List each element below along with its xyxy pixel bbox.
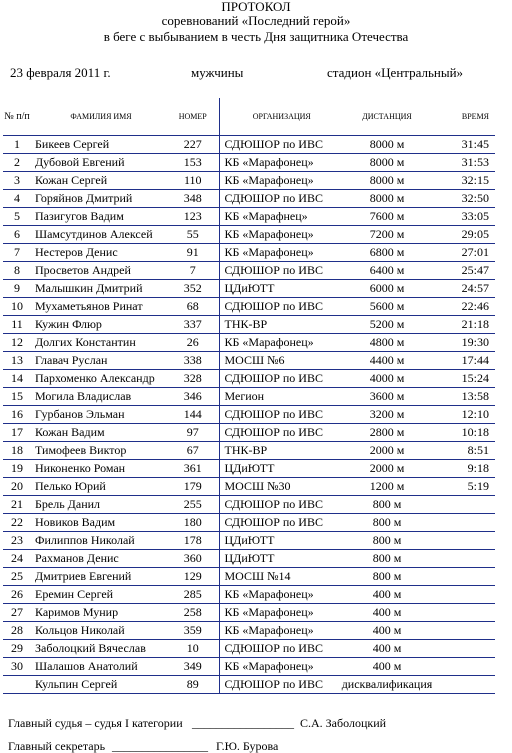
cell-bib: 285	[167, 586, 219, 604]
cell-num: 9	[3, 280, 31, 298]
cell-bib: 179	[167, 478, 219, 496]
cell-org: КБ «Марафонец»	[219, 604, 339, 622]
event-date: 23 февраля 2011 г.	[10, 65, 111, 80]
cell-num: 16	[3, 406, 31, 424]
cell-bib: 123	[167, 208, 219, 226]
cell-name: Пазигугов Вадим	[31, 208, 167, 226]
cell-dist: 400 м	[339, 622, 435, 640]
cell-org: ЦДиЮТТ	[219, 280, 339, 298]
cell-dist: 8000 м	[339, 154, 435, 172]
cell-name: Кульпин Сергей	[31, 676, 167, 694]
cell-bib: 349	[167, 658, 219, 676]
cell-time: 9:18	[435, 460, 495, 478]
table-row	[3, 496, 495, 514]
cell-bib: 348	[167, 190, 219, 208]
cell-time	[435, 676, 495, 694]
cell-org: МОСШ №30	[219, 478, 339, 496]
cell-org: СДЮШОР по ИВС	[219, 496, 339, 514]
cell-dist: 4000 м	[339, 370, 435, 388]
cell-dist: 800 м	[339, 496, 435, 514]
cell-org: СДЮШОР по ИВС	[219, 514, 339, 532]
cell-org: СДЮШОР по ИВС	[219, 298, 339, 316]
table-row	[3, 208, 495, 226]
cell-dist: 400 м	[339, 658, 435, 676]
cell-time: 17:44	[435, 352, 495, 370]
cell-name: Малышкин Дмитрий	[31, 280, 167, 298]
cell-time	[435, 604, 495, 622]
header-num: № п/п	[3, 98, 31, 136]
cell-name: Шамсутдинов Алексей	[31, 226, 167, 244]
cell-bib: 89	[167, 676, 219, 694]
cell-num: 14	[3, 370, 31, 388]
header-org: ОРГАНИЗАЦИЯ	[219, 98, 339, 136]
cell-name: Кожан Вадим	[31, 424, 167, 442]
chief-judge-signature-line: _________________	[192, 716, 294, 730]
cell-dist: 2800 м	[339, 424, 435, 442]
cell-dist: 800 м	[339, 514, 435, 532]
cell-bib: 91	[167, 244, 219, 262]
cell-time: 5:19	[435, 478, 495, 496]
cell-num	[3, 676, 31, 694]
cell-org: ЦДиЮТТ	[219, 532, 339, 550]
cell-num: 7	[3, 244, 31, 262]
table-row	[3, 172, 495, 190]
cell-name: Главач Руслан	[31, 352, 167, 370]
event-venue: стадион «Центральный»	[327, 65, 464, 80]
cell-name: Мухаметьянов Ринат	[31, 298, 167, 316]
chief-judge-label: Главный судья – судья I категории	[8, 716, 183, 730]
cell-org: СДЮШОР по ИВС	[219, 370, 339, 388]
cell-bib: 346	[167, 388, 219, 406]
competition-name: соревнований «Последний герой»	[161, 13, 351, 28]
table-row	[3, 316, 495, 334]
table-row	[3, 424, 495, 442]
cell-name: Филиппов Николай	[31, 532, 167, 550]
cell-time: 8:51	[435, 442, 495, 460]
cell-time: 27:01	[435, 244, 495, 262]
table-row	[3, 622, 495, 640]
cell-dist: 5600 м	[339, 298, 435, 316]
cell-time	[435, 622, 495, 640]
cell-time: 19:30	[435, 334, 495, 352]
cell-bib: 337	[167, 316, 219, 334]
event-description: в беге с выбыванием в честь Дня защитника Отечества	[103, 29, 409, 44]
cell-name: Долгих Константин	[31, 334, 167, 352]
cell-num: 13	[3, 352, 31, 370]
cell-name: Каримов Мунир	[31, 604, 167, 622]
table-row	[3, 352, 495, 370]
cell-org: СДЮШОР по ИВС	[219, 406, 339, 424]
cell-num: 27	[3, 604, 31, 622]
cell-time: 21:18	[435, 316, 495, 334]
cell-time: 32:15	[435, 172, 495, 190]
cell-num: 22	[3, 514, 31, 532]
cell-dist: дисквалификация	[339, 676, 435, 694]
cell-num: 10	[3, 298, 31, 316]
cell-bib: 26	[167, 334, 219, 352]
cell-dist: 6000 м	[339, 280, 435, 298]
cell-time: 22:46	[435, 298, 495, 316]
cell-num: 30	[3, 658, 31, 676]
table-row	[3, 226, 495, 244]
cell-time	[435, 532, 495, 550]
cell-num: 12	[3, 334, 31, 352]
cell-name: Кольцов Николай	[31, 622, 167, 640]
results-table	[3, 98, 495, 694]
table-row	[3, 190, 495, 208]
cell-bib: 67	[167, 442, 219, 460]
cell-time	[435, 550, 495, 568]
cell-bib: 178	[167, 532, 219, 550]
cell-org: СДЮШОР по ИВС	[219, 640, 339, 658]
event-category: мужчины	[191, 65, 244, 80]
cell-time: 31:53	[435, 154, 495, 172]
header-dist: ДИСТАНЦИЯ	[339, 98, 435, 136]
cell-time: 33:05	[435, 208, 495, 226]
cell-num: 24	[3, 550, 31, 568]
cell-time	[435, 586, 495, 604]
cell-num: 15	[3, 388, 31, 406]
cell-dist: 800 м	[339, 568, 435, 586]
cell-name: Кужин Флюр	[31, 316, 167, 334]
cell-name: Пархоменко Александр	[31, 370, 167, 388]
cell-num: 23	[3, 532, 31, 550]
cell-name: Могила Владислав	[31, 388, 167, 406]
cell-dist: 3200 м	[339, 406, 435, 424]
cell-name: Гурбанов Эльман	[31, 406, 167, 424]
cell-name: Нестеров Денис	[31, 244, 167, 262]
cell-name: Горяйнов Дмитрий	[31, 190, 167, 208]
cell-time	[435, 568, 495, 586]
cell-org: КБ «Марафонец»	[219, 586, 339, 604]
cell-dist: 3600 м	[339, 388, 435, 406]
cell-bib: 153	[167, 154, 219, 172]
header-name: ФАМИЛИЯ ИМЯ	[31, 98, 167, 136]
cell-org: СДЮШОР по ИВС	[219, 262, 339, 280]
cell-bib: 352	[167, 280, 219, 298]
results-body	[3, 136, 495, 694]
cell-dist: 8000 м	[339, 136, 435, 154]
cell-bib: 360	[167, 550, 219, 568]
cell-dist: 800 м	[339, 532, 435, 550]
cell-dist: 6400 м	[339, 262, 435, 280]
table-row	[3, 154, 495, 172]
cell-bib: 258	[167, 604, 219, 622]
cell-org: ЦДиЮТТ	[219, 550, 339, 568]
cell-num: 1	[3, 136, 31, 154]
cell-org: КБ «Марафнец»	[219, 208, 339, 226]
cell-org: КБ «Марафонец»	[219, 658, 339, 676]
cell-num: 4	[3, 190, 31, 208]
cell-dist: 400 м	[339, 586, 435, 604]
cell-bib: 255	[167, 496, 219, 514]
table-row	[3, 676, 495, 694]
table-row	[3, 532, 495, 550]
cell-org: КБ «Марафонец»	[219, 244, 339, 262]
cell-num: 6	[3, 226, 31, 244]
cell-name: Дубовой Евгений	[31, 154, 167, 172]
cell-dist: 1200 м	[339, 478, 435, 496]
cell-num: 26	[3, 586, 31, 604]
cell-name: Никоненко Роман	[31, 460, 167, 478]
cell-dist: 4400 м	[339, 352, 435, 370]
cell-num: 17	[3, 424, 31, 442]
table-row	[3, 406, 495, 424]
table-row	[3, 550, 495, 568]
table-row	[3, 136, 495, 154]
cell-name: Дмитриев Евгений	[31, 568, 167, 586]
cell-time	[435, 640, 495, 658]
table-row	[3, 388, 495, 406]
cell-org: КБ «Марафонец»	[219, 154, 339, 172]
cell-time	[435, 514, 495, 532]
cell-org: КБ «Марафонец»	[219, 334, 339, 352]
cell-num: 2	[3, 154, 31, 172]
cell-num: 8	[3, 262, 31, 280]
cell-dist: 8000 м	[339, 172, 435, 190]
cell-org: МОСШ №6	[219, 352, 339, 370]
cell-org: КБ «Марафонец»	[219, 172, 339, 190]
cell-bib: 328	[167, 370, 219, 388]
cell-time	[435, 658, 495, 676]
cell-num: 25	[3, 568, 31, 586]
cell-time	[435, 496, 495, 514]
cell-bib: 97	[167, 424, 219, 442]
cell-time: 29:05	[435, 226, 495, 244]
table-row	[3, 280, 495, 298]
cell-time: 31:45	[435, 136, 495, 154]
header-time: ВРЕМЯ	[435, 98, 495, 136]
cell-bib: 227	[167, 136, 219, 154]
cell-name: Шалашов Анатолий	[31, 658, 167, 676]
cell-num: 28	[3, 622, 31, 640]
cell-num: 19	[3, 460, 31, 478]
cell-time: 25:47	[435, 262, 495, 280]
cell-org: МОСШ №14	[219, 568, 339, 586]
table-row	[3, 298, 495, 316]
header-bib: НОМЕР	[167, 98, 219, 136]
secretary-signature-line: ________________	[112, 739, 208, 753]
cell-name: Новиков Вадим	[31, 514, 167, 532]
cell-time: 32:50	[435, 190, 495, 208]
cell-org: СДЮШОР по ИВС	[219, 676, 339, 694]
cell-name: Еремин Сергей	[31, 586, 167, 604]
cell-bib: 7	[167, 262, 219, 280]
cell-org: ЦДиЮТТ	[219, 460, 339, 478]
document-title: ПРОТОКОЛ	[221, 0, 291, 14]
cell-name: Тимофеев Виктор	[31, 442, 167, 460]
cell-name: Брель Данил	[31, 496, 167, 514]
cell-org: ТНК-ВР	[219, 316, 339, 334]
cell-name: Кожан Сергей	[31, 172, 167, 190]
table-row	[3, 604, 495, 622]
cell-name: Бикеев Сергей	[31, 136, 167, 154]
cell-org: Мегион	[219, 388, 339, 406]
table-row	[3, 640, 495, 658]
secretary-name: Г.Ю. Бурова	[216, 739, 279, 753]
table-row	[3, 334, 495, 352]
cell-bib: 129	[167, 568, 219, 586]
cell-num: 18	[3, 442, 31, 460]
cell-dist: 5200 м	[339, 316, 435, 334]
table-row	[3, 262, 495, 280]
cell-name: Пелько Юрий	[31, 478, 167, 496]
chief-judge-name: С.А. Заболоцкий	[300, 716, 387, 730]
cell-dist: 2000 м	[339, 460, 435, 478]
cell-name: Заболоцкий Вячеслав	[31, 640, 167, 658]
cell-bib: 144	[167, 406, 219, 424]
cell-dist: 800 м	[339, 550, 435, 568]
cell-org: СДЮШОР по ИВС	[219, 424, 339, 442]
cell-org: КБ «Марафонец»	[219, 622, 339, 640]
cell-bib: 10	[167, 640, 219, 658]
cell-time: 12:10	[435, 406, 495, 424]
cell-dist: 7600 м	[339, 208, 435, 226]
cell-num: 5	[3, 208, 31, 226]
cell-time: 10:18	[435, 424, 495, 442]
secretary-label: Главный секретарь	[8, 739, 106, 753]
table-row	[3, 586, 495, 604]
cell-dist: 8000 м	[339, 190, 435, 208]
cell-time: 13:58	[435, 388, 495, 406]
cell-bib: 361	[167, 460, 219, 478]
cell-bib: 55	[167, 226, 219, 244]
cell-name: Просветов Андрей	[31, 262, 167, 280]
cell-dist: 400 м	[339, 604, 435, 622]
cell-dist: 7200 м	[339, 226, 435, 244]
cell-dist: 2000 м	[339, 442, 435, 460]
table-row	[3, 568, 495, 586]
table-row	[3, 460, 495, 478]
cell-time: 15:24	[435, 370, 495, 388]
table-row	[3, 514, 495, 532]
cell-bib: 338	[167, 352, 219, 370]
cell-bib: 110	[167, 172, 219, 190]
cell-org: СДЮШОР по ИВС	[219, 136, 339, 154]
cell-num: 20	[3, 478, 31, 496]
table-row	[3, 244, 495, 262]
table-row	[3, 478, 495, 496]
cell-dist: 4800 м	[339, 334, 435, 352]
cell-bib: 359	[167, 622, 219, 640]
cell-dist: 6800 м	[339, 244, 435, 262]
cell-num: 29	[3, 640, 31, 658]
table-row	[3, 658, 495, 676]
cell-num: 21	[3, 496, 31, 514]
cell-bib: 180	[167, 514, 219, 532]
cell-org: СДЮШОР по ИВС	[219, 190, 339, 208]
cell-dist: 400 м	[339, 640, 435, 658]
cell-org: КБ «Марафонец»	[219, 226, 339, 244]
cell-name: Рахманов Денис	[31, 550, 167, 568]
table-row	[3, 442, 495, 460]
cell-org: ТНК-ВР	[219, 442, 339, 460]
table-row	[3, 370, 495, 388]
cell-num: 3	[3, 172, 31, 190]
cell-num: 11	[3, 316, 31, 334]
cell-time: 24:57	[435, 280, 495, 298]
table-header-row	[3, 98, 495, 136]
cell-bib: 68	[167, 298, 219, 316]
